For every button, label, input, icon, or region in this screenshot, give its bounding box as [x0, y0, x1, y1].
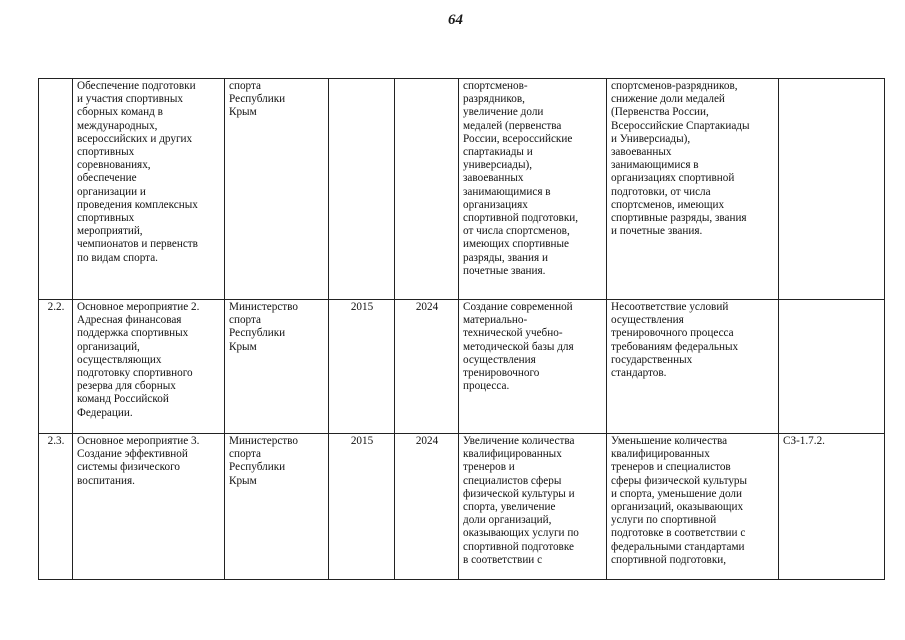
expected-result-cell: спортсменов- разрядников, увеличение доли медалей (первенства России, всероссийские спартакиады и универсиады), завоеванных занимающимися в организациях спортивной подготовки, от числа спортсменов, имеющих спортивные разряды, звания и почетные звания.: [459, 79, 607, 300]
row-number-cell: 2.2.: [39, 300, 73, 434]
end-year-cell: [395, 79, 459, 300]
executor-cell: Министерство спорта Республики Крым: [225, 434, 329, 580]
table-row: [39, 434, 885, 580]
end-year-cell: 2024: [395, 434, 459, 580]
indicator-cell: [779, 79, 885, 300]
indicator-cell: [779, 300, 885, 434]
consequences-cell: Уменьшение количества квалифицированных тренеров и специалистов сферы физической культуры и спорта, уменьшение доли организаций, оказывающих услуги по спортивной подготовке в соответствии с федеральными стандартами спортивной подготовки,: [607, 434, 779, 580]
start-year-cell: 2015: [329, 300, 395, 434]
table-row: [39, 300, 885, 434]
start-year-cell: 2015: [329, 434, 395, 580]
table-row: [39, 79, 885, 300]
consequences-cell: спортсменов-разрядников, снижение доли медалей (Первенства России, Всероссийские Спартакиады и Универсиады), завоеванных занимающимися в организациях спортивной подготовки, от числа спортсменов, имеющих спортивные разряды, звания и почетные звания.: [607, 79, 779, 300]
indicator-cell: СЗ-1.7.2.: [779, 434, 885, 580]
event-cell: Основное мероприятие 2. Адресная финансовая поддержка спортивных организаций, осуществляющих подготовку спортивного резерва для сборных команд Российской Федерации.: [73, 300, 225, 434]
expected-result-cell: Создание современной материально- технической учебно- методической базы для осуществления тренировочного процесса.: [459, 300, 607, 434]
program-events-table: [38, 78, 885, 580]
executor-cell: Министерство спорта Республики Крым: [225, 300, 329, 434]
expected-result-cell: Увеличение количества квалифицированных тренеров и специалистов сферы физической культуры и спорта, увеличение доли организаций, оказывающих услуги по спортивной подготовке в соответствии с: [459, 434, 607, 580]
consequences-cell: Несоответствие условий осуществления тренировочного процесса требованиям федеральных государственных стандартов.: [607, 300, 779, 434]
row-number-cell: 2.3.: [39, 434, 73, 580]
end-year-cell: 2024: [395, 300, 459, 434]
page-number: 64: [448, 12, 463, 28]
event-cell: Обеспечение подготовки и участия спортивных сборных команд в международных, всероссийских и других спортивных соревнованиях, обеспечение организации и проведения комплексных спортивных мероприятий, чемпионатов и первенств по видам спорта.: [73, 79, 225, 300]
event-cell: Основное мероприятие 3. Создание эффективной системы физического воспитания.: [73, 434, 225, 580]
executor-cell: спорта Республики Крым: [225, 79, 329, 300]
start-year-cell: [329, 79, 395, 300]
row-number-cell: [39, 79, 73, 300]
